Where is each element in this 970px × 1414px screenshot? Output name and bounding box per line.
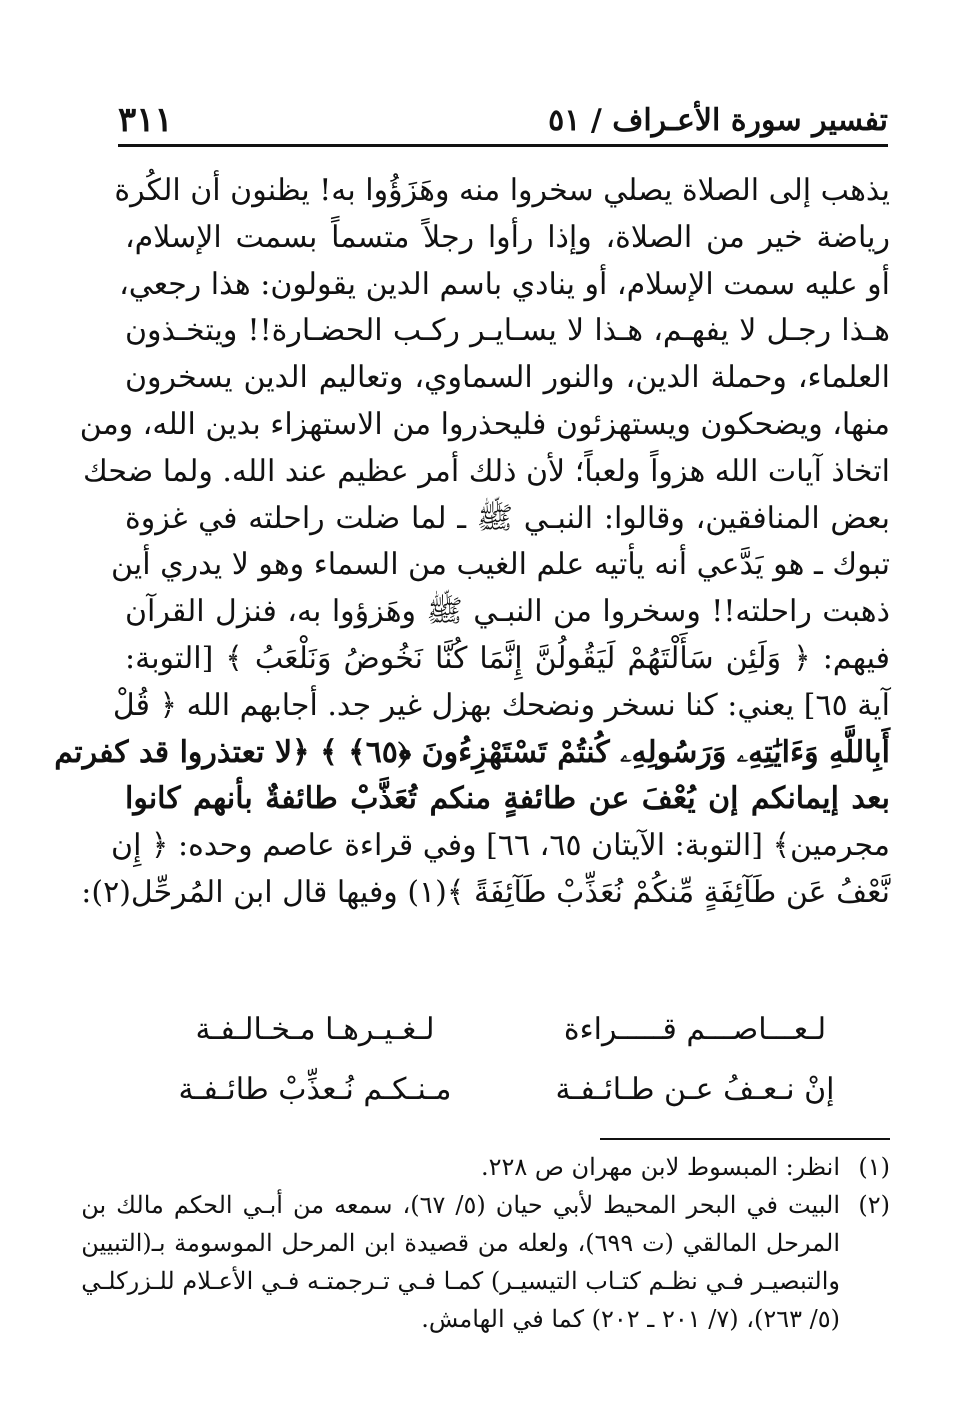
- footnote: [125, 1148, 890, 1186]
- footnotes: [81, 1148, 890, 1338]
- page-header: [118, 92, 888, 147]
- footnote-line: (٥/ ٢٦٣)، (٧/ ٢٠١ ـ ٢٠٢) كما في الهامش.: [421, 1305, 840, 1333]
- footnote-number: (٢): [858, 1191, 890, 1219]
- quran-verse-line: بعد إيمانكم إن يُعْفَ عن طائفةٍ منكم تُعَذَّبْ طائفةٌ بأنهم كانوا: [125, 781, 890, 817]
- footnote-number: (١): [858, 1153, 890, 1181]
- poem-first-hemistich: لـعـــاصـــم قـــــراءة: [563, 1012, 827, 1047]
- poem-verse: [155, 1060, 855, 1120]
- footnote-line: والتبصيـر فـي نظـم كتـاب التيسيـر) كمـا فـي تـرجمتـه فـي الأعـلام للـزركلـي: [81, 1267, 840, 1295]
- text-line: يذهب إلى الصلاة يصلي سخروا منه وهَزَؤُوا به! يظنون أن الكُرة: [114, 173, 890, 208]
- poem-verses: [155, 1000, 855, 1120]
- text-line: هـذا رجـل لا يفهـم، هـذا لا يسـايـر ركـب الحضـارة!! ويتخـذون: [125, 313, 890, 349]
- footnote-line: البيت في البحر المحيط لأبي حيان (٥/ ٦٧)، سمعه من أبـي الحكم مالك بن: [81, 1191, 840, 1219]
- footnote-line: المرحل المالقي (ت ٦٩٩)، ولعله من قصيدة ابن المرحل الموسومة بـ(التبيين: [81, 1229, 840, 1257]
- poem-first-hemistich: إنْ نـعـفُ عـن طـائـفـة: [555, 1072, 835, 1107]
- text-line: ذهبت راحلته!! وسخروا من النبـي ﷺ وهَزؤوا به، فنزل القرآن: [125, 594, 890, 630]
- footnote: [81, 1186, 890, 1338]
- main-text: [54, 168, 890, 917]
- quran-verse-line: أَبِاللَّهِ وَءَايَٰتِهِۦ وَرَسُولِهِۦ كُنتُمْ تَسْتَهْزِءُونَ ﴿٦٥﴾ ﴾ ﴿لا تعتذروا قد كفرتم: [54, 734, 890, 770]
- footnote-line: انظر: المبسوط لابن مهران ص ٢٢٨.: [480, 1153, 840, 1181]
- text-line: رياضة خير من الصلاة، وإذا رأوا رجلاً متسماً بسمت الإسلام،: [125, 219, 890, 255]
- text-line: بعض المنافقين، وقالوا: النبـي ﷺ ـ لما ضلت راحلته في غزوة: [125, 500, 890, 536]
- text-line: تبوك ـ هو يَدَّعي أنه يأتيه علم الغيب من السماء وهو لا يدري أين: [111, 547, 890, 583]
- quran-verse-line: فيهم: ﴿ وَلَئِن سَأَلْتَهُمْ لَيَقُولُنَّ إِنَّمَا كُنَّا نَخُوضُ وَنَلْعَبُ ﴾ [التوبة:: [125, 640, 890, 676]
- text-line: العلماء، وحملة الدين، والنور السماوي، وتعاليم الدين يسخرون: [125, 360, 890, 396]
- text-line: منها، ويضحكون ويستهزئون فليحذروا من الاستهزاء بدين الله، ومن: [79, 406, 890, 442]
- quran-verse-line: نَّعْفُ عَن طَآئِفَةٍ مِّنكُمْ نُعَذِّبْ طَآئِفَةً ﴾(١) وفيها قال ابن المُرحِّل(٢):: [81, 874, 890, 910]
- poem-second-hemistich: مـنـكـم نُـعذِّبْ طائـفـة: [178, 1072, 452, 1107]
- text-line: أو عليه سمت الإسلام، أو ينادي باسم الدين يقولون: هذا رجعي،: [119, 266, 890, 302]
- poem-second-hemistich: لـغـيـرهـا مـخـالـفـة: [195, 1012, 435, 1047]
- text-line: اتخاذ آيات الله هزواً ولعباً؛ لأن ذلك أمر عظيم عند الله. ولما ضحك: [83, 453, 890, 489]
- running-title: تفسير سورة الأعـراف / ٥١: [548, 103, 888, 138]
- poem-verse: [155, 1000, 855, 1060]
- text-line: مجرمين﴾ [التوبة: الآيتان ٦٥، ٦٦] وفي قراءة عاصم وحده: ﴿ إِن: [111, 828, 890, 864]
- page-number: ٣١١: [118, 100, 173, 140]
- footnote-separator: [600, 1138, 890, 1140]
- text-line: آية ٦٥] يعني: كنا نسخر ونضحك بهزل غير جد. أجابهم الله ﴿ قُلْ: [112, 687, 890, 723]
